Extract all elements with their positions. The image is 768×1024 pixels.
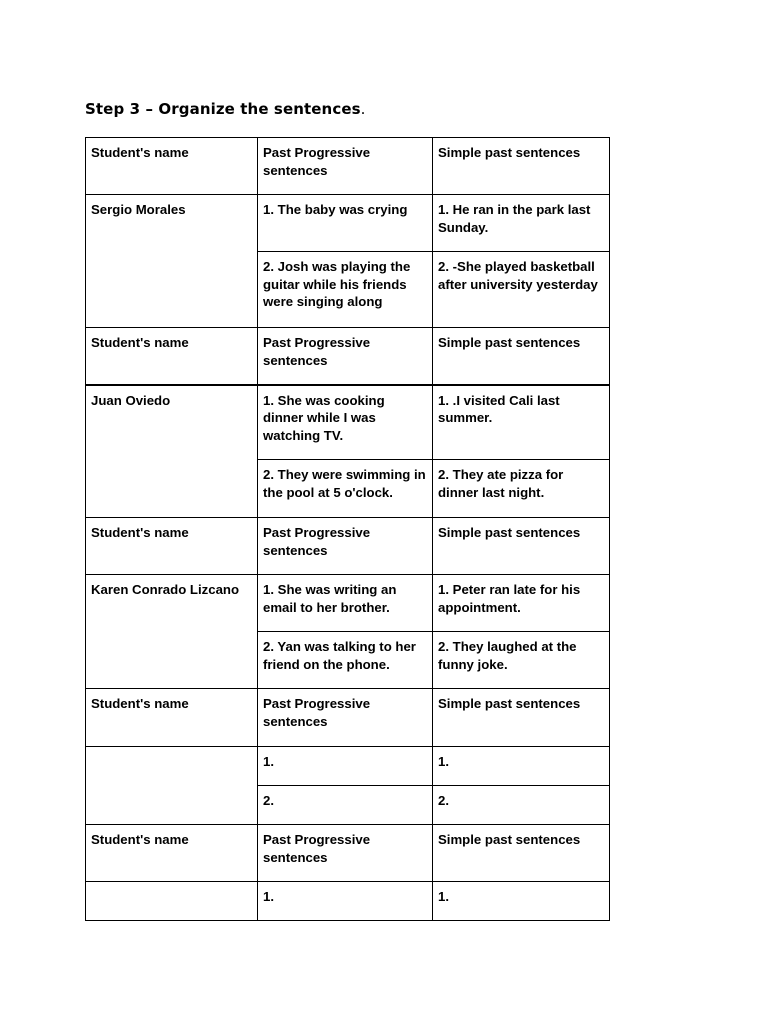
simple-past-cell: 1. [433,747,610,786]
progressive-cell: 2. Yan was talking to her friend on the phone. [258,632,433,689]
header-row [86,689,610,747]
simple-past-cell: 1. He ran in the park last Sunday. [433,195,610,252]
header-past-progressive: Past Progressive sentences [258,825,433,882]
table-row [86,575,610,632]
progressive-cell: 1. She was writing an email to her brother. [258,575,433,632]
heading-period: . [360,100,366,118]
student-name-cell: Karen Conrado Lizcano [86,575,258,689]
progressive-cell: 1. [258,747,433,786]
table-row [86,385,610,460]
header-simple-past: Simple past sentences [433,518,610,575]
header-student-name: Student's name [86,138,258,195]
table-row [86,195,610,252]
student-name-cell [86,747,258,825]
student-name-cell: Juan Oviedo [86,385,258,518]
header-student-name: Student's name [86,689,258,747]
header-past-progressive: Past Progressive sentences [258,138,433,195]
heading-title: Organize the sentences [158,100,361,118]
progressive-cell: 2. They were swimming in the pool at 5 o'clock. [258,460,433,518]
progressive-cell: 2. [258,786,433,825]
sentences-table [85,137,610,921]
progressive-cell: 1. The baby was crying [258,195,433,252]
heading-dash: – [145,100,154,118]
header-row [86,328,610,385]
heading-step: Step 3 [85,100,141,118]
progressive-cell: 1. She was cooking dinner while I was watching TV. [258,385,433,460]
simple-past-cell: 2. [433,786,610,825]
simple-past-cell: 1. [433,882,610,921]
header-past-progressive: Past Progressive sentences [258,328,433,385]
page-heading [85,100,366,118]
progressive-cell: 1. [258,882,433,921]
progressive-cell: 2. Josh was playing the guitar while his friends were singing along [258,252,433,328]
table-row [86,747,610,786]
header-row [86,138,610,195]
header-simple-past: Simple past sentences [433,138,610,195]
header-row [86,518,610,575]
header-past-progressive: Past Progressive sentences [258,689,433,747]
header-simple-past: Simple past sentences [433,689,610,747]
simple-past-cell: 2. They laughed at the funny joke. [433,632,610,689]
header-student-name: Student's name [86,328,258,385]
simple-past-cell: 2. -She played basketball after university yesterday [433,252,610,328]
table-row [86,882,610,921]
header-row [86,825,610,882]
header-simple-past: Simple past sentences [433,328,610,385]
header-past-progressive: Past Progressive sentences [258,518,433,575]
header-simple-past: Simple past sentences [433,825,610,882]
header-student-name: Student's name [86,518,258,575]
simple-past-cell: 1. Peter ran late for his appointment. [433,575,610,632]
student-name-cell: Sergio Morales [86,195,258,328]
simple-past-cell: 2. They ate pizza for dinner last night. [433,460,610,518]
header-student-name: Student's name [86,825,258,882]
simple-past-cell: 1. .I visited Cali last summer. [433,385,610,460]
student-name-cell [86,882,258,921]
